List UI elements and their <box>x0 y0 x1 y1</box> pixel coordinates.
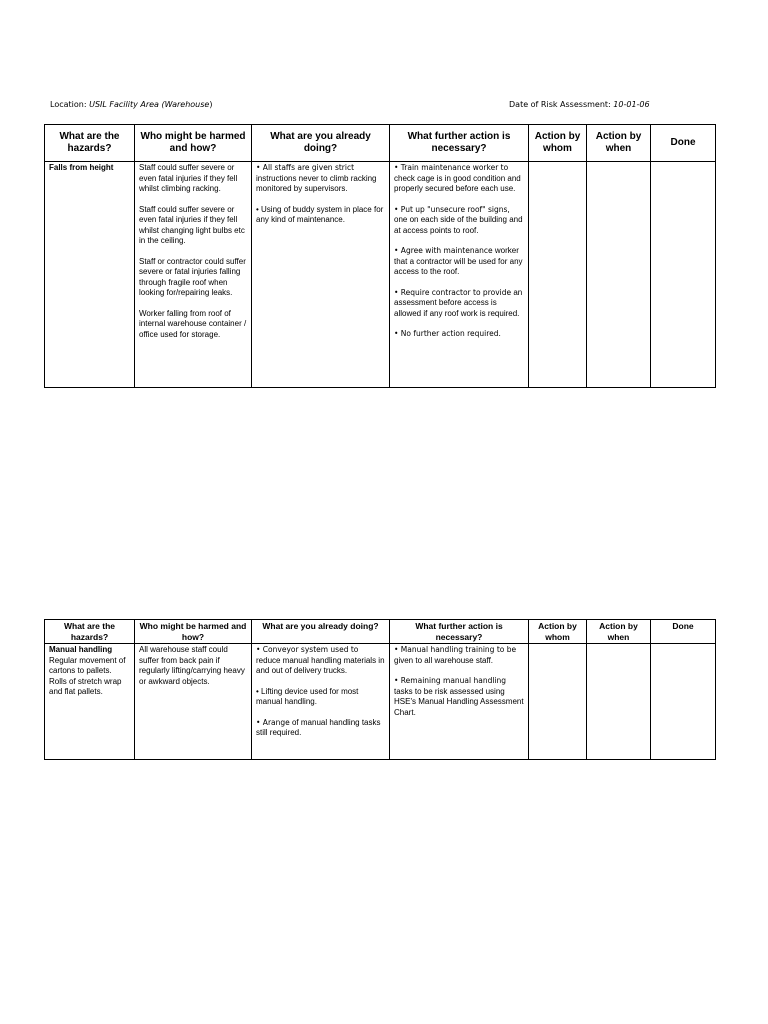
further-item <box>394 676 524 718</box>
hazard-detail: Regular movement of cartons to pallets. <box>49 655 126 675</box>
col-header-further: What further action is necessary? <box>390 620 529 644</box>
further-item <box>394 329 524 340</box>
date-value: 10-01-06 <box>613 100 650 109</box>
table-header-row <box>45 125 716 162</box>
col-header-by-when: Action by when <box>587 620 651 644</box>
doing-item <box>256 687 385 708</box>
hazard-title: Falls from height <box>49 163 114 172</box>
further-item <box>394 246 524 278</box>
col-header-by-when: Action by when <box>587 125 651 162</box>
col-header-further: What further action is necessary? <box>390 125 529 162</box>
col-header-done: Done <box>651 125 716 162</box>
risk-table-manual-handling <box>44 619 716 760</box>
date-label: Date of Risk Assessment <box>509 100 609 109</box>
further-rest: tasks to be risk assessed using HSE's Manual Handling Assessment Chart. <box>394 686 524 717</box>
col-header-who: Who might be harmed and how? <box>135 620 252 644</box>
col-header-by-whom: Action by whom <box>529 125 587 162</box>
further-cell <box>390 644 529 760</box>
doing-item <box>256 645 385 677</box>
further-lead: • Manual handling training to be <box>394 645 517 654</box>
further-lead: • Require contractor to provide <box>394 287 512 297</box>
doing-cell <box>252 644 390 760</box>
further-rest: given to all warehouse staff. <box>394 655 494 665</box>
further-rest: an assessment before access is allowed if any roof work is required. <box>394 287 523 318</box>
table-header-row <box>45 620 716 644</box>
hazard-title: Manual handling <box>49 645 113 654</box>
who-text: Staff could suffer severe or even fatal injuries if they fell whilst changing light bulbs etc in the ceiling. <box>139 204 245 245</box>
further-lead: • Remaining manual handling <box>394 676 507 685</box>
col-header-by-whom: Action by whom <box>529 620 587 644</box>
col-header-done: Done <box>651 620 716 644</box>
risk-table-falls <box>44 124 716 388</box>
who-text: Staff could suffer severe or even fatal injuries if they fell whilst climbing racking. <box>139 163 238 193</box>
done-cell <box>651 644 716 760</box>
location-line: Location: USIL Facility Area (Warehouse) <box>50 100 213 109</box>
who-text: Staff or contractor could suffer severe or fatal injuries falling through fragile roof when looking for/repairing leaks. <box>139 256 246 297</box>
doing-rest: reduce manual handling materials in and out of delivery trucks. <box>256 655 385 675</box>
further-rest: one on each side of the building and at access points to roof. <box>394 215 523 235</box>
further-rest: worker that a contractor will be used for any access to the roof. <box>394 246 523 276</box>
by-whom-cell <box>529 162 587 388</box>
hazard-cell <box>45 644 135 760</box>
further-item <box>394 205 524 237</box>
done-cell <box>651 162 716 388</box>
doing-lead: • Arange <box>256 717 290 727</box>
further-lead: • Put up "unsecure roof" signs, <box>394 204 510 214</box>
doing-rest: • Lifting device used for most manual handling. <box>256 686 359 706</box>
date-line: Date of Risk Assessment: 10-01-06 <box>509 100 650 109</box>
further-lead: • No further action required. <box>394 329 501 338</box>
col-header-doing: What are you already doing? <box>252 125 390 162</box>
further-rest: check cage is in good condition and properly secured before each use. <box>394 173 521 193</box>
by-when-cell <box>587 162 651 388</box>
who-cell <box>135 162 252 388</box>
col-header-hazards: What are the hazards? <box>45 620 135 644</box>
col-header-who: Who might be harmed and how? <box>135 125 252 162</box>
location-close: ) <box>209 100 213 109</box>
who-text: Worker falling from roof of internal warehouse container / office used for storage. <box>139 308 247 339</box>
location-value: USIL Facility Area (Warehouse <box>89 100 210 109</box>
doing-rest: of manual handling tasks still required. <box>256 717 381 737</box>
doing-item <box>256 163 385 195</box>
col-header-doing: What are you already doing? <box>252 620 390 644</box>
further-lead: • Train maintenance worker to <box>394 163 509 172</box>
doing-cell <box>252 162 390 388</box>
further-item <box>394 288 524 320</box>
doing-rest: • Using of buddy system in place for any kind of maintenance. <box>256 204 384 224</box>
doing-lead: • All staffs are given strict <box>256 163 355 172</box>
table-row <box>45 162 716 388</box>
location-label: Location <box>50 100 84 109</box>
doing-item <box>256 205 385 226</box>
table-row <box>45 644 716 760</box>
further-item <box>394 163 524 195</box>
hazard-detail: Rolls of stretch wrap and flat pallets. <box>49 676 122 696</box>
by-whom-cell <box>529 644 587 760</box>
who-text: All warehouse staff could suffer from back pain if regularly lifting/carrying heavy or awkward objects. <box>139 645 245 686</box>
doing-item <box>256 718 385 739</box>
col-header-hazards: What are the hazards? <box>45 125 135 162</box>
doing-lead: • Conveyor system used to <box>256 645 359 654</box>
hazard-cell <box>45 162 135 388</box>
further-cell <box>390 162 529 388</box>
by-when-cell <box>587 644 651 760</box>
further-item <box>394 645 524 666</box>
who-cell <box>135 644 252 760</box>
further-lead: • Agree with maintenance <box>394 246 493 255</box>
doing-rest: instructions never to climb racking monitored by supervisors. <box>256 173 377 193</box>
